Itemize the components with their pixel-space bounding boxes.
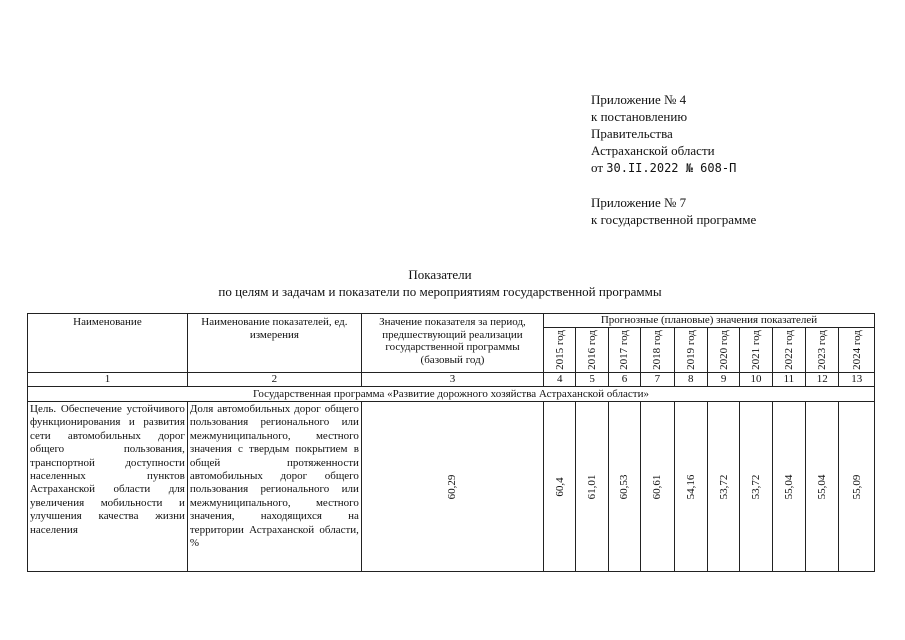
value-cell bbox=[576, 402, 608, 572]
col-number: 3 bbox=[361, 373, 543, 387]
col-number: 4 bbox=[544, 373, 576, 387]
year-cell bbox=[806, 328, 839, 373]
appendix-block bbox=[591, 91, 756, 228]
year-cell bbox=[674, 328, 707, 373]
value-cell bbox=[839, 402, 875, 572]
value-2017: 60,53 bbox=[618, 474, 631, 499]
col-number: 8 bbox=[674, 373, 707, 387]
col-number: 7 bbox=[641, 373, 674, 387]
header-base: Значение показателя за период, предшествующий реализации государственной программы (базовый год) bbox=[361, 314, 543, 373]
appendix-line: к постановлению bbox=[591, 109, 688, 124]
value-2022: 55,04 bbox=[782, 474, 795, 499]
year-cell bbox=[707, 328, 739, 373]
year-label: 2015 год bbox=[553, 330, 566, 370]
appendix-line: Правительства bbox=[591, 126, 673, 141]
col-number: 9 bbox=[707, 373, 739, 387]
value-cell bbox=[740, 402, 772, 572]
value-2019: 54,16 bbox=[684, 474, 697, 499]
year-label: 2017 год bbox=[618, 330, 631, 370]
year-label: 2021 год bbox=[749, 330, 762, 370]
year-cell bbox=[740, 328, 772, 373]
value-cell bbox=[772, 402, 805, 572]
indicator-cell: Доля автомобильных дорог общего пользования регионального или межмуниципального, местного значения с твердым покрытием в общей протяженности автомобильных дорог общего пользования регионального или межмуниципального, местного значения, находящихся на территории Астраханской области, % bbox=[187, 402, 361, 572]
program-title: Государственная программа «Развитие дорожного хозяйства Астраханской области» bbox=[28, 387, 875, 402]
col-number: 5 bbox=[576, 373, 608, 387]
value-cell bbox=[608, 402, 640, 572]
year-label: 2023 год bbox=[816, 330, 829, 370]
value-2024: 55,09 bbox=[850, 474, 863, 499]
col-number: 12 bbox=[806, 373, 839, 387]
year-label: 2022 год bbox=[782, 330, 795, 370]
value-cell bbox=[674, 402, 707, 572]
value-2016: 61,01 bbox=[585, 474, 598, 499]
value-2015: 60,4 bbox=[553, 476, 566, 497]
col-number: 2 bbox=[187, 373, 361, 387]
appendix-line: к государственной программе bbox=[591, 212, 757, 227]
appendix-date-line bbox=[591, 159, 756, 177]
value-cell bbox=[707, 402, 739, 572]
base-value-cell bbox=[361, 402, 543, 572]
header-indicator: Наименование показателей, ед. измерения bbox=[187, 314, 361, 373]
indicators-table bbox=[27, 313, 875, 572]
column-number-row bbox=[28, 373, 875, 387]
value-cell bbox=[806, 402, 839, 572]
value-2021: 53,72 bbox=[749, 474, 762, 499]
col-number: 1 bbox=[28, 373, 188, 387]
year-label: 2019 год bbox=[684, 330, 697, 370]
document-title bbox=[130, 266, 750, 300]
spacer bbox=[591, 177, 756, 194]
col-number: 11 bbox=[772, 373, 805, 387]
year-label: 2016 год bbox=[585, 330, 598, 370]
title-line-2: по целям и задачам и показатели по мероприятиям государственной программы bbox=[218, 284, 662, 299]
appendix-line: Астраханской области bbox=[591, 143, 715, 158]
header-name: Наименование bbox=[28, 314, 188, 373]
table-row bbox=[28, 402, 875, 572]
col-number: 13 bbox=[839, 373, 875, 387]
year-cell bbox=[608, 328, 640, 373]
goal-cell: Цель. Обеспечение устойчивого функционирования и развития сети автомобильных дорог общего пользования, транспортной доступности населенных пунктов Астраханской области для увеличения мобильности и улучшения качества жизни населения bbox=[28, 402, 188, 572]
year-cell bbox=[839, 328, 875, 373]
header-forecast: Прогнозные (плановые) значения показателей bbox=[544, 314, 875, 328]
appendix-line: Приложение № 7 bbox=[591, 195, 687, 210]
value-2018: 60,61 bbox=[651, 474, 664, 499]
program-title-row bbox=[28, 387, 875, 402]
year-cell bbox=[772, 328, 805, 373]
title-line-1: Показатели bbox=[408, 267, 472, 282]
header-row bbox=[28, 314, 875, 328]
date-prefix: от bbox=[591, 160, 604, 175]
year-label: 2018 год bbox=[651, 330, 664, 370]
year-label: 2024 год bbox=[850, 330, 863, 370]
year-label: 2020 год bbox=[717, 330, 730, 370]
date-stamp: 30.II.2022 № 608-П bbox=[606, 161, 737, 175]
base-value: 60,29 bbox=[446, 474, 459, 499]
year-cell bbox=[641, 328, 674, 373]
appendix-line: Приложение № 4 bbox=[591, 92, 687, 107]
value-2020: 53,72 bbox=[717, 474, 730, 499]
col-number: 6 bbox=[608, 373, 640, 387]
value-2023: 55,04 bbox=[816, 474, 829, 499]
year-cell bbox=[544, 328, 576, 373]
year-cell bbox=[576, 328, 608, 373]
value-cell bbox=[641, 402, 674, 572]
value-cell bbox=[544, 402, 576, 572]
col-number: 10 bbox=[740, 373, 772, 387]
